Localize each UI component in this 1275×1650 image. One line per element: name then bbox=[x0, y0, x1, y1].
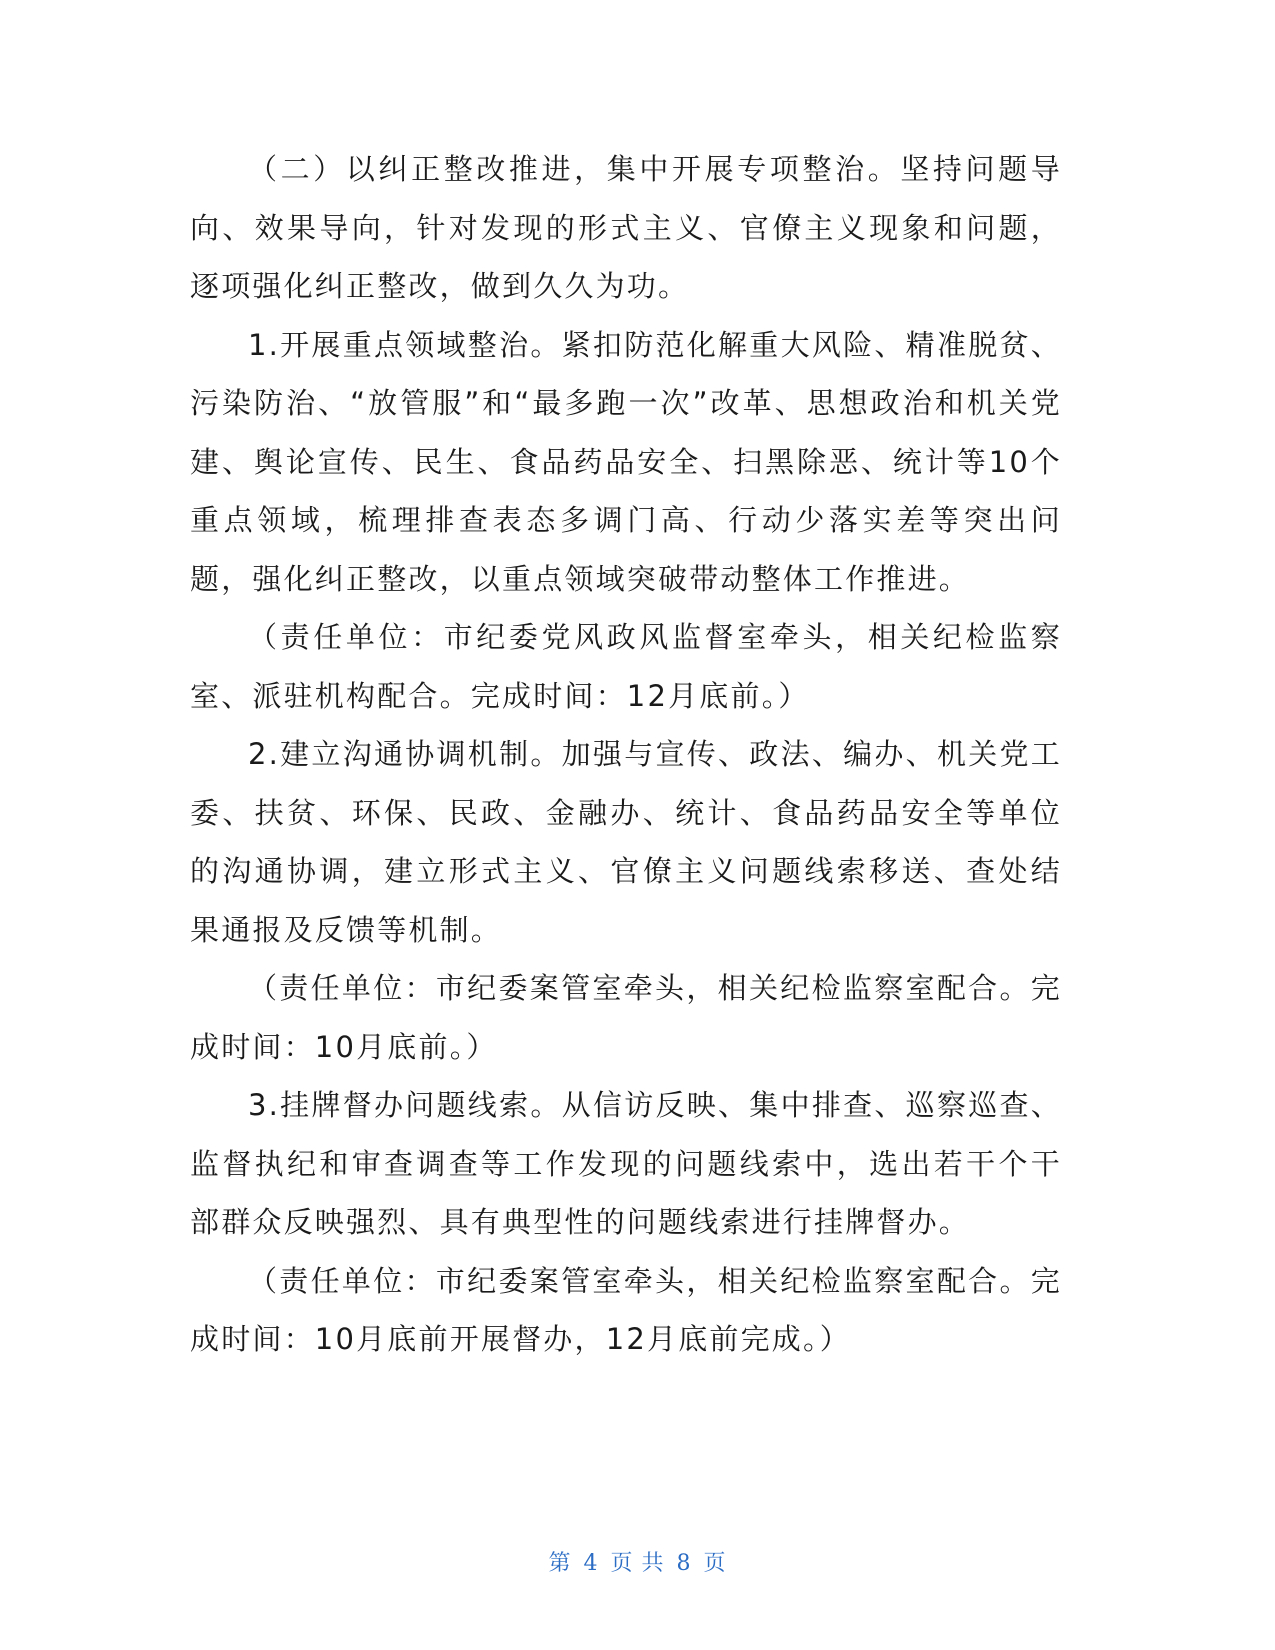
item-1-responsibility: （责任单位：市纪委党风政风监督室牵头，相关纪检监察室、派驻机构配合。完成时间：12月底前。） bbox=[190, 620, 1062, 713]
footer-prefix: 第 bbox=[548, 1551, 572, 1576]
item-2-responsibility: （责任单位：市纪委案管室牵头，相关纪检监察室配合。完成时间：10月底前。） bbox=[190, 971, 1062, 1064]
footer-current-page: 4 bbox=[583, 1551, 599, 1576]
document-body bbox=[190, 140, 1062, 1369]
page-footer bbox=[0, 1546, 1275, 1577]
item-2-paragraph: 2.建立沟通协调机制。加强与宣传、政法、编办、机关党工委、扶贫、环保、民政、金融办、统计、食品药品安全等单位的沟通协调，建立形式主义、官僚主义问题线索移送、查处结果通报及反馈等机制。 bbox=[190, 737, 1062, 947]
item-3-responsibility: （责任单位：市纪委案管室牵头，相关纪检监察室配合。完成时间：10月底前开展督办，12月底前完成。） bbox=[190, 1263, 1062, 1356]
item-1-paragraph: 1.开展重点领域整治。紧扣防范化解重大风险、精准脱贫、污染防治、“放管服”和“最多跑一次”改革、思想政治和机关党建、舆论宣传、民生、食品药品安全、扫黑除恶、统计等10个重点领域，梳理排查表态多调门高、行动少落实差等突出问题，强化纠正整改，以重点领域突破带动整体工作推进。 bbox=[190, 327, 1062, 596]
footer-total-pages: 8 bbox=[676, 1551, 692, 1576]
footer-suffix: 页 bbox=[703, 1551, 727, 1576]
footer-middle: 页 共 bbox=[610, 1551, 665, 1576]
section-heading-paragraph: （二）以纠正整改推进，集中开展专项整治。坚持问题导向、效果导向，针对发现的形式主义、官僚主义现象和问题，逐项强化纠正整改，做到久久为功。 bbox=[190, 152, 1062, 303]
item-3-paragraph: 3.挂牌督办问题线索。从信访反映、集中排查、巡察巡查、监督执纪和审查调查等工作发现的问题线索中，选出若干个干部群众反映强烈、具有典型性的问题线索进行挂牌督办。 bbox=[190, 1088, 1062, 1239]
